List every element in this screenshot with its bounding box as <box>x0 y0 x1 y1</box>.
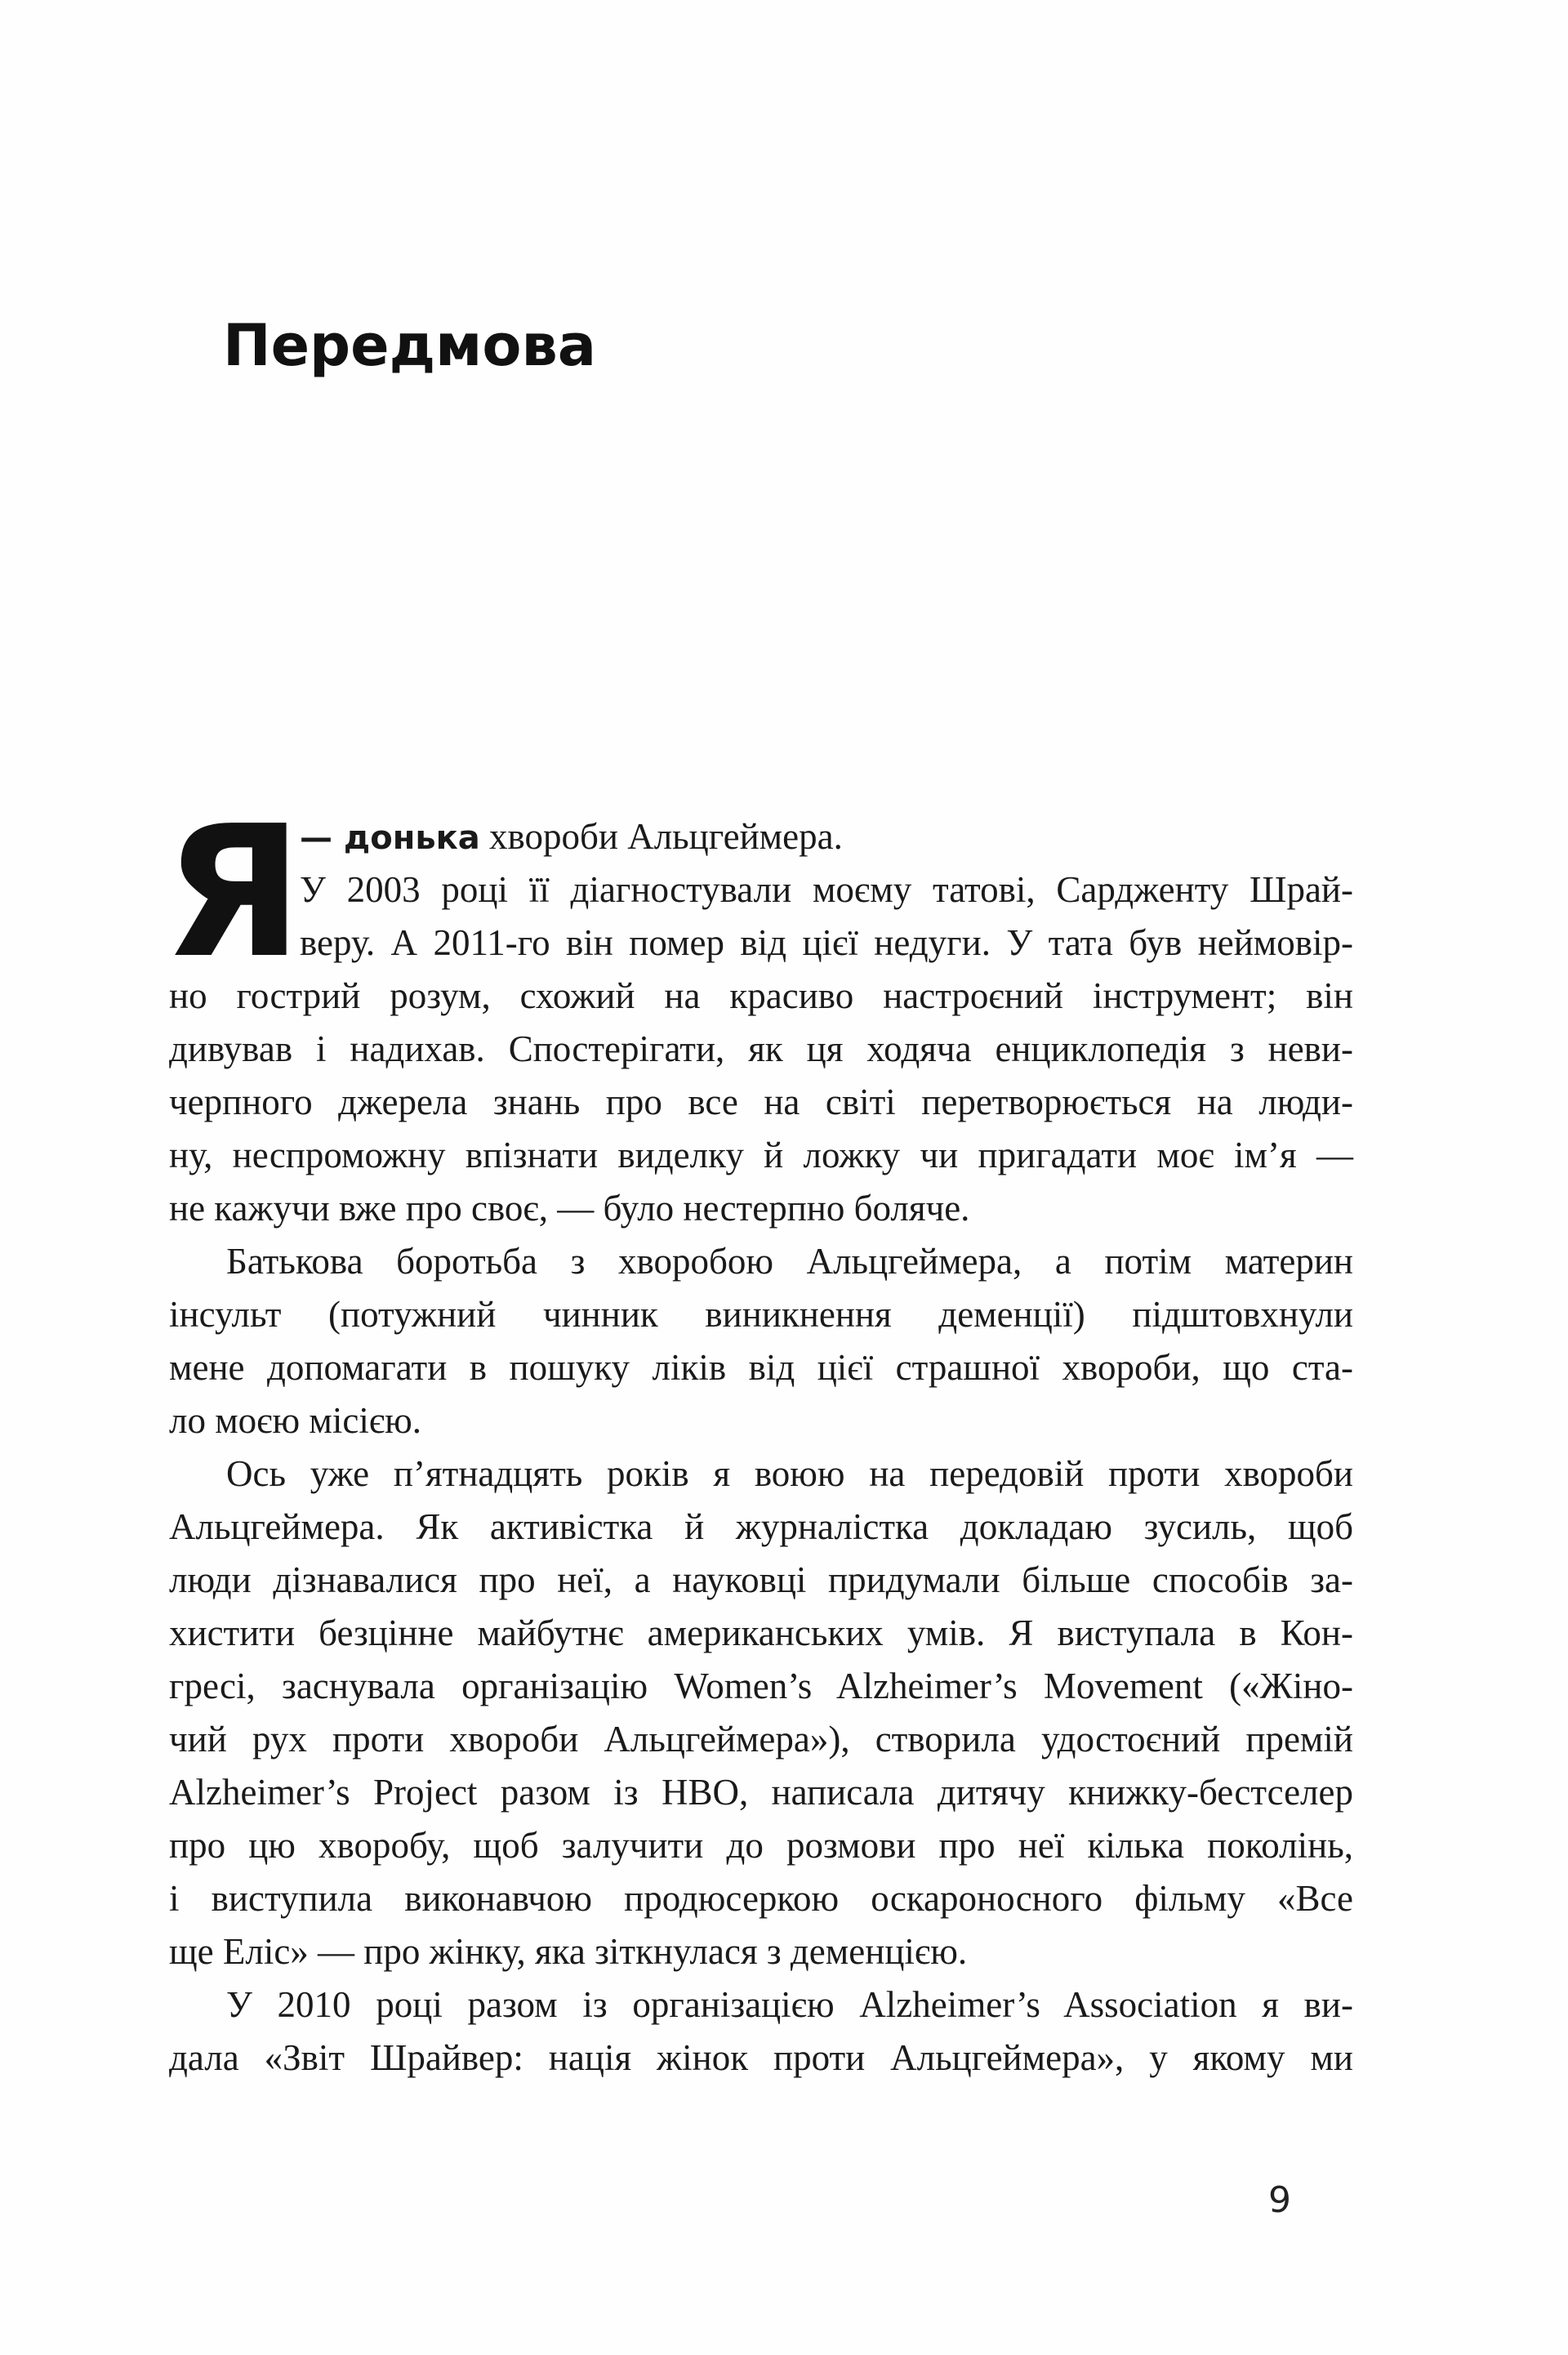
text-line: черпного джерела знань про все на світі перетворюється на люди- <box>169 1082 1353 1122</box>
text-line: Alzheimer’s Project разом із HBO, написала дитячу книжку-бестселер <box>169 1772 1353 1813</box>
text-line: чий рух проти хвороби Альцгеймера»), створила удостоєний премій <box>169 1719 1353 1760</box>
text-line: інсульт (потужний чинник виникнення деменції) підштовхнули <box>169 1294 1353 1335</box>
text-line: ну, неспроможну впізнати виделку й ложку чи пригадати моє ім’я — <box>169 1135 1353 1175</box>
paragraph-1 <box>169 863 1353 1235</box>
drop-cap: Я <box>163 787 303 998</box>
text-line: про цю хворобу, щоб залучити до розмови про неї кілька поколінь, <box>169 1825 1353 1866</box>
text-line: мене допомагати в пошуку ліків від цієї страшної хвороби, що ста- <box>169 1347 1353 1388</box>
text-line: но гострий розум, схожий на красиво настроєний інструмент; він <box>169 975 1353 1016</box>
lead-bold-text: — донька <box>300 819 480 857</box>
text-line: ще Еліс» — про жінку, яка зіткнулася з деменцією. <box>169 1931 968 1972</box>
text-line: і виступила виконавчою продюсеркою оскароносного фільму «Все <box>169 1878 1353 1919</box>
text-line: Ось уже п’ятнадцять років я воюю на передовій проти хвороби <box>226 1453 1353 1494</box>
text-line: гресі, заснувала організацію Women’s Alzheimer’s Movement («Жіно- <box>169 1666 1353 1706</box>
text-line: хистити безцінне майбутнє американських умів. Я виступала в Кон- <box>169 1612 1353 1653</box>
paragraph-2 <box>169 1235 1353 1447</box>
text-line: Батькова боротьба з хворобою Альцгеймера, а потім материн <box>226 1241 1353 1282</box>
text-line: Альцгеймера. Як активістка й журналістка докладаю зусиль, щоб <box>169 1506 1353 1547</box>
chapter-body <box>169 810 1353 2085</box>
text-line: люди дізнавалися про неї, а науковці придумали більше способів за- <box>169 1559 1353 1600</box>
text-line: дала «Звіт Шрайвер: нація жінок проти Альцгеймера», у якому ми <box>169 2037 1353 2078</box>
paragraph-4 <box>169 1978 1353 2085</box>
text-line: веру. А 2011-го він помер від цієї недуги. У тата був неймовір- <box>300 922 1353 963</box>
text-line: не кажучи вже про своє, — було нестерпно боляче. <box>169 1188 970 1229</box>
text-line: дивував і надихав. Спостерігати, як ця ходяча енциклопедія з неви- <box>169 1028 1353 1069</box>
text-line: ло моєю місією. <box>169 1400 422 1441</box>
text-line: У 2003 році її діагностували моєму татові, Сардженту Шрай- <box>300 869 1353 910</box>
page-number: 9 <box>1268 2179 1291 2221</box>
opening-line <box>169 810 1353 863</box>
lead-text: хвороби Альцгеймера. <box>479 816 843 857</box>
paragraph-3 <box>169 1447 1353 1978</box>
text-line: У 2010 році разом із організацією Alzheimer’s Association я ви- <box>226 1984 1353 2025</box>
chapter-title: Передмова <box>223 312 597 379</box>
